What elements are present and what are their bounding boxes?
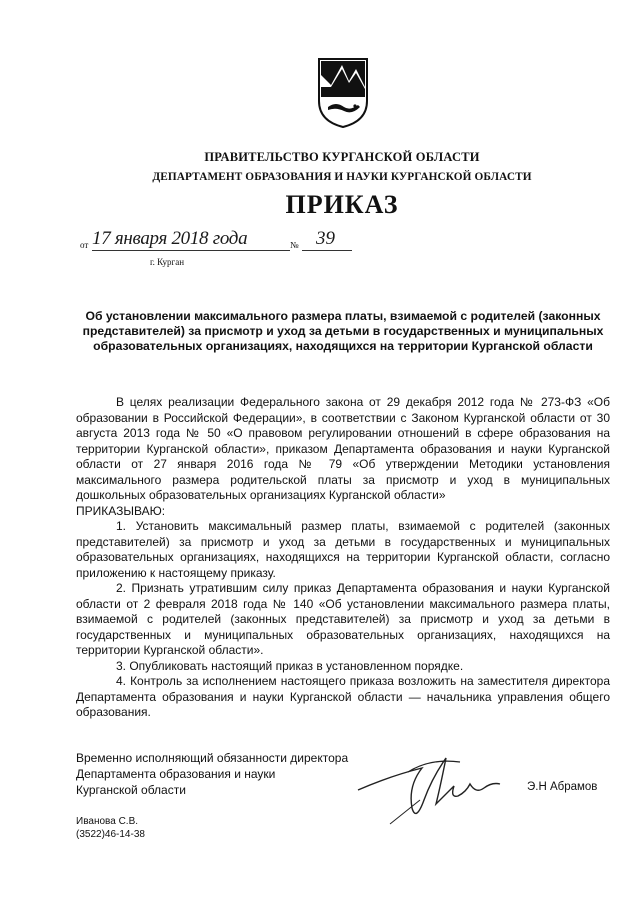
position-line-3: Курганской области — [76, 783, 186, 797]
order-item-1: 1. Установить максимальный размер платы, взимаемой с родителей (законных представителей) за присмотр и уход за детьми в государственных и муниципальных образовательных организациях, находящихся на территории Курганской области, согласно приложению к настоящему приказу. — [76, 519, 610, 580]
executor-phone: (3522)46-14-38 — [76, 829, 145, 840]
signatory-position — [76, 750, 348, 798]
order-item-2: 2. Признать утратившим силу приказ Департамента образования и науки Курганской области от 2 февраля 2018 года № 140 «Об установлении максимального размера платы, взимаемой с родителей (законных представителей) за присмотр и уход за детьми в государственных и муниципальных образовательных организациях, находящихся на территории Курганской области». — [76, 581, 610, 657]
executor-name: Иванова С.В. — [76, 816, 139, 827]
order-item-4: 4. Контроль за исполнением настоящего приказа возложить на заместителя директора Департамента образования и науки Курганской области — начальника управления общего образования. — [76, 674, 610, 719]
number-underline — [302, 250, 352, 251]
date-underline — [92, 250, 290, 251]
order-item-3: 3. Опубликовать настоящий приказ в установленном порядке. — [116, 658, 464, 673]
decree-word: ПРИКАЗЫВАЮ: — [76, 503, 166, 518]
position-line-1: Временно исполняющий обязанности директора — [76, 751, 349, 765]
order-date: 17 января 2018 года — [92, 228, 248, 249]
government-name: ПРАВИТЕЛЬСТВО КУРГАНСКОЙ ОБЛАСТИ — [204, 150, 480, 164]
position-line-2: Департамента образования и науки — [76, 767, 276, 781]
city-label: г. Курган — [150, 257, 185, 267]
order-number: 39 — [316, 228, 335, 249]
document-type-title: ПРИКАЗ — [285, 190, 399, 219]
order-body — [76, 395, 610, 721]
department-name: ДЕПАРТАМЕНТ ОБРАЗОВАНИЯ И НАУКИ КУРГАНСКОЙ ОБЛАСТИ — [152, 171, 532, 183]
number-prefix: № — [290, 240, 299, 250]
coat-of-arms-emblem — [316, 57, 370, 129]
date-prefix: от — [80, 240, 89, 250]
preamble-paragraph: В целях реализации Федерального закона от 29 декабря 2012 года № 273-ФЗ «Об образовании в Российской Федерации», в соответствии с Законом Курганской области от 30 августа 2013 года № 50 «О правовом регулировании отношений в сфере образования на территории Курганской области», приказом Департамента образования и науки Курганской области от 27 января 2016 года № 79 «Об утверждении Методики установления максимального размера родительской платы за присмотр и уход в муниципальных дошкольных образовательных организациях Курганской области» — [76, 395, 610, 502]
handwritten-signature — [350, 738, 510, 828]
registration-row — [80, 228, 380, 258]
executor-info — [76, 815, 145, 841]
signer-name: Э.Н Абрамов — [527, 781, 598, 793]
order-subject: Об установлении максимального размера платы, взимаемой с родителей (законных представителей) за присмотр и уход за детьми в государственных и муниципальных образовательных организациях, находящихся на территории Курганской области — [82, 309, 604, 353]
